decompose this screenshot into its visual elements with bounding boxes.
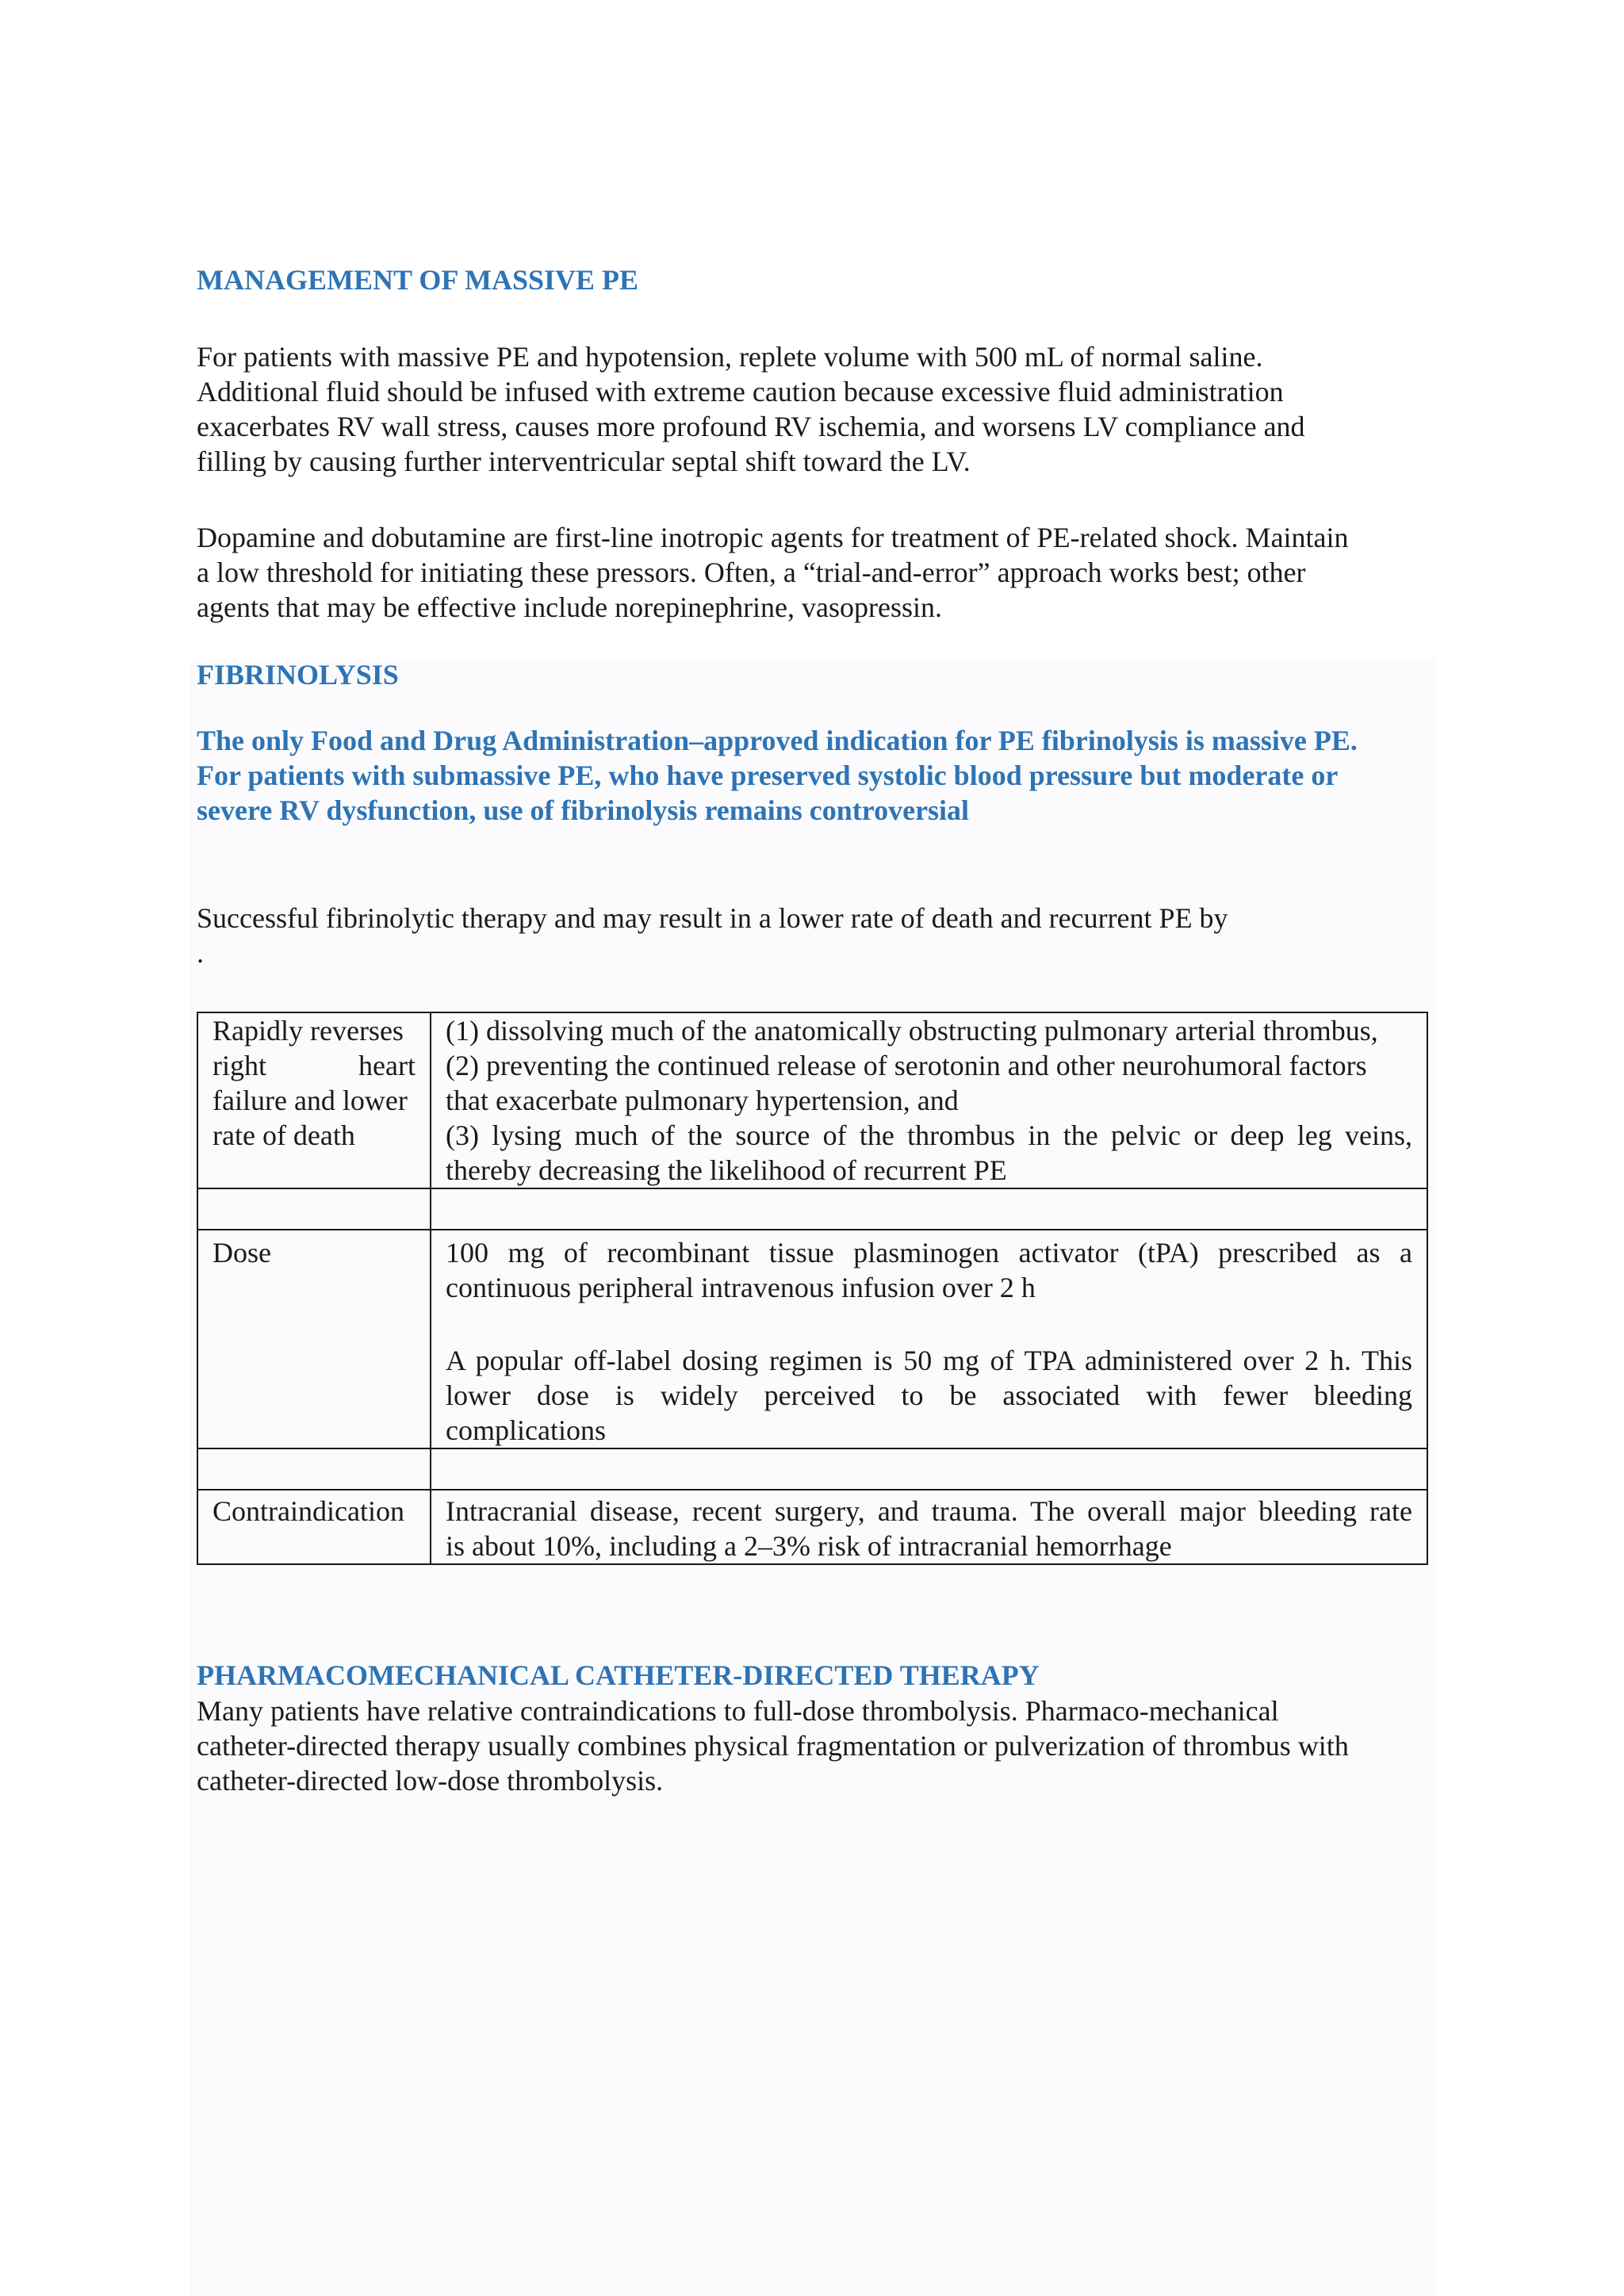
heading-catheter-therapy: PHARMACOMECHANICAL CATHETER-DIRECTED THERAPY [197, 1659, 1040, 1691]
fibrinolysis-table [197, 1012, 1428, 1565]
text-line: The only Food and Drug Administration–approved indication for PE fibrinolysis is massive PE. [197, 725, 1358, 756]
text-line: severe RV dysfunction, use of fibrinolysis remains controversial [197, 794, 970, 826]
heading-massive-pe: MANAGEMENT OF MASSIVE PE [197, 264, 639, 296]
table-cell-description [431, 1490, 1427, 1564]
cell-line: Rapidly reverses [213, 1015, 404, 1047]
table-cell-description [431, 1230, 1427, 1448]
table-cell-description [431, 1012, 1427, 1188]
cell-line: lower dose is widely perceived to be associated with fewer bleeding [446, 1380, 1412, 1411]
text-line: Many patients have relative contraindications to full-dose thrombolysis. Pharmaco-mechanical [197, 1695, 1279, 1727]
text-line: exacerbates RV wall stress, causes more profound RV ischemia, and worsens LV compliance and [197, 411, 1305, 442]
table-cell-empty [431, 1188, 1427, 1230]
table-cell-empty [431, 1448, 1427, 1490]
text-line: For patients with massive PE and hypotension, replete volume with 500 mL of normal saline. [197, 341, 1263, 373]
cell-line: thereby decreasing the likelihood of recurrent PE [446, 1154, 1007, 1186]
table-cell-label [197, 1490, 431, 1564]
text-line: Additional fluid should be infused with extreme caution because excessive fluid administration [197, 376, 1284, 408]
text-line: agents that may be effective include norepinephrine, vasopressin. [197, 591, 943, 623]
cell-line: is about 10%, including a 2–3% risk of intracranial hemorrhage [446, 1530, 1172, 1562]
cell-line: failure and lower [213, 1085, 408, 1116]
text-line: Successful fibrinolytic therapy and may result in a lower rate of death and recurrent PE by [197, 902, 1228, 934]
cell-line: rate of death [213, 1119, 355, 1151]
paragraph-catheter-therapy [197, 1693, 1434, 1798]
cell-line: Dose [213, 1237, 271, 1269]
text-line: catheter-directed therapy usually combines physical fragmentation or pulverization of thrombus with [197, 1730, 1349, 1762]
cell-line: Contraindication [213, 1495, 404, 1527]
table-row [197, 1012, 1427, 1188]
cell-line: (1) dissolving much of the anatomically obstructing pulmonary arterial thrombus, [446, 1015, 1378, 1047]
cell-line: 100 mg of recombinant tissue plasminogen activator (tPA) prescribed as a [446, 1237, 1412, 1269]
cell-line: complications [446, 1414, 606, 1446]
table-cell-empty [197, 1188, 431, 1230]
table-cell-empty [197, 1448, 431, 1490]
table-row-empty [197, 1448, 1427, 1490]
heading-fibrinolysis: FIBRINOLYSIS [197, 659, 399, 691]
text-line: catheter-directed low-dose thrombolysis. [197, 1765, 664, 1797]
text-line: a low threshold for initiating these pressors. Often, a “trial-and-error” approach works best; other [197, 557, 1306, 588]
cell-spacer [446, 1305, 1412, 1343]
table-cell-label [197, 1012, 431, 1188]
text-line: . [197, 937, 204, 969]
paragraph-fda-indication [197, 723, 1434, 828]
text-line: filling by causing further interventricular septal shift toward the LV. [197, 446, 971, 477]
cell-line: continuous peripheral intravenous infusion over 2 h [446, 1272, 1036, 1303]
paragraph-volume [197, 339, 1434, 479]
cell-line: Intracranial disease, recent surgery, and trauma. The overall major bleeding rate [446, 1495, 1412, 1527]
text-line: For patients with submassive PE, who have preserved systolic blood pressure but moderate or [197, 760, 1339, 791]
paragraph-inotropes [197, 520, 1434, 625]
paragraph-successful-therapy [197, 901, 1434, 970]
cell-line: (2) preventing the continued release of serotonin and other neurohumoral factors [446, 1050, 1367, 1081]
cell-line: that exacerbate pulmonary hypertension, and [446, 1085, 959, 1116]
table-row [197, 1230, 1427, 1448]
cell-line: (3) lysing much of the source of the thrombus in the pelvic or deep leg veins, [446, 1119, 1412, 1151]
cell-line: right heart [213, 1050, 416, 1081]
table-row [197, 1490, 1427, 1564]
cell-line: A popular off-label dosing regimen is 50 mg of TPA administered over 2 h. This [446, 1345, 1412, 1376]
text-line: Dopamine and dobutamine are first-line inotropic agents for treatment of PE-related shock. Maintain [197, 522, 1349, 553]
table-cell-label [197, 1230, 431, 1448]
table-row-empty [197, 1188, 1427, 1230]
